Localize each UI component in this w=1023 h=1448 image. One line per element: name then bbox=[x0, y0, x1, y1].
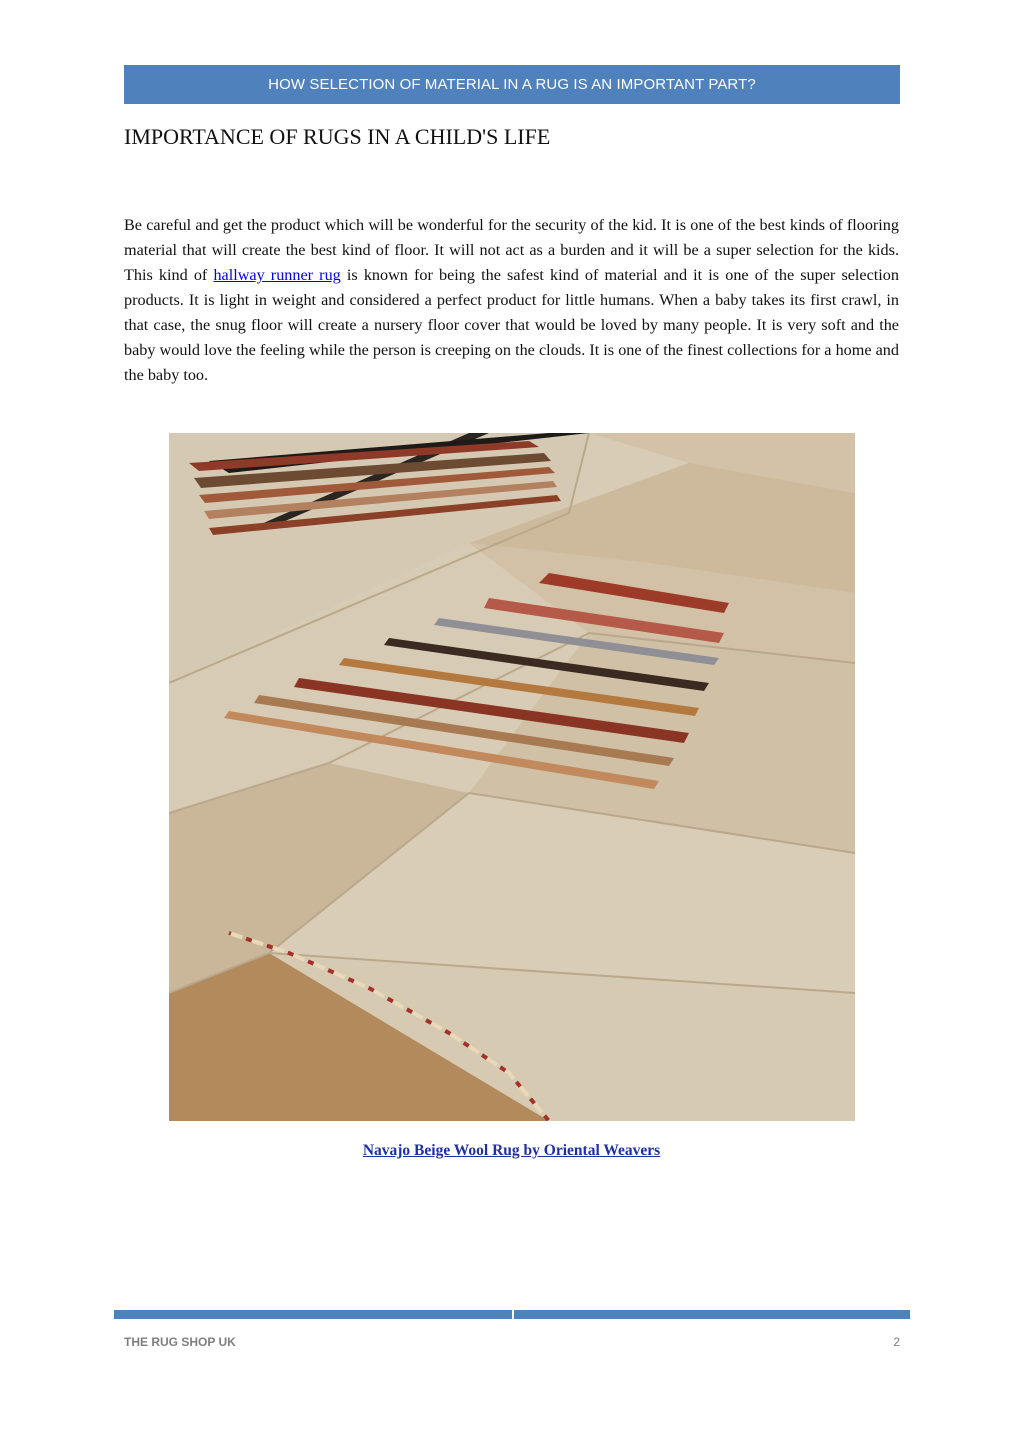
body-paragraph bbox=[124, 213, 899, 388]
page-number: 2 bbox=[893, 1335, 900, 1349]
footer-brand: THE RUG SHOP UK bbox=[124, 1335, 236, 1349]
footer-rule-right bbox=[514, 1310, 910, 1319]
page-header-bar bbox=[124, 65, 900, 104]
paragraph-text-part-2: is known for being the safest kind of material and it is one of the super selection products. It is light in weight and considered a perfect product for little humans. When a baby takes its first crawl, in that case, the snug floor will create a nursery floor cover that would be loved by many people. It is very soft and the baby would love the feeling while the person is creeping on the clouds. It is one of the finest collections for a home and the baby too. bbox=[124, 266, 899, 384]
rug-photo bbox=[169, 433, 855, 1121]
section-heading: IMPORTANCE OF RUGS IN A CHILD'S LIFE bbox=[124, 124, 551, 149]
rug-caption-link[interactable]: Navajo Beige Wool Rug by Oriental Weavers bbox=[362, 1142, 661, 1159]
footer-rule-left bbox=[114, 1310, 512, 1319]
paragraph-text-part-1: Be careful and get the product which will be wonderful for the security of the kid. It is one of the best kinds of flooring material that will create the best kind of floor. It will not act as a burden and it will be a super selection for the kids. This kind of bbox=[124, 216, 899, 284]
figure-caption bbox=[0, 1142, 1023, 1160]
hallway-runner-rug-link[interactable]: hallway runner rug bbox=[213, 266, 341, 284]
page-header-title: HOW SELECTION OF MATERIAL IN A RUG IS AN IMPORTANT PART? bbox=[268, 76, 756, 93]
